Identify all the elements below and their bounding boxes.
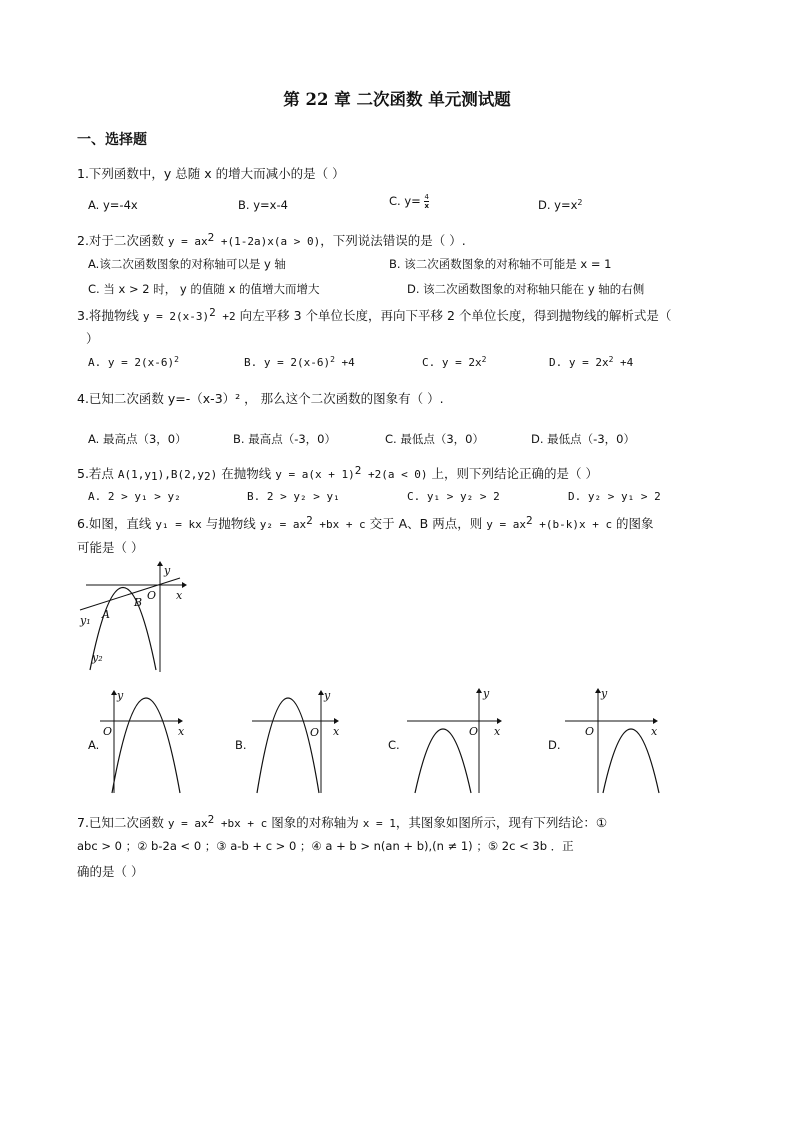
q1-option-b: B. y=x-4 xyxy=(238,198,288,212)
q5-stem-a: 5.若点 xyxy=(77,466,118,481)
q6-option-c-figure xyxy=(405,685,505,795)
c-y-label: y xyxy=(483,687,490,700)
q3-option-d-text: D. y = 2x xyxy=(549,356,609,369)
q6-stem xyxy=(77,514,654,532)
q5-formula2: y = a(x + 1) xyxy=(275,468,355,481)
q4-stem: 4.已知二次函数 y=-（x-3）² ， 那么这个二次函数的图象有（ ）. xyxy=(77,391,444,406)
q6-option-d-figure xyxy=(565,685,665,795)
c-x-label: x xyxy=(494,725,501,738)
b-x-label: x xyxy=(333,725,340,738)
q2-formula-sup: 2 xyxy=(207,231,215,244)
q5-formula-sup: 2 xyxy=(354,464,362,477)
section-heading: 一、选择题 xyxy=(77,132,147,148)
q3-option-b-sup: 2 xyxy=(330,355,335,364)
main-x-arrow xyxy=(182,582,187,588)
q1-option-c xyxy=(389,193,429,210)
q3-option-a-text: A. y = 2(x-6) xyxy=(88,356,175,369)
q6-formula4: y = ax xyxy=(486,518,526,531)
a-x-arrow xyxy=(178,718,183,724)
q3-option-d-sup: 2 xyxy=(608,355,614,364)
q1-option-d-sup: 2 xyxy=(577,198,583,207)
q4-option-d: D. 最低点（-3，0） xyxy=(531,432,635,446)
q1-option-d-text: D. y=x xyxy=(538,198,578,212)
q3-stem-close: ） xyxy=(86,331,99,346)
main-y-arrow xyxy=(157,561,163,566)
q2-formula2: +(1-2a)x(a > 0) xyxy=(214,235,321,248)
q5-stem xyxy=(77,464,598,482)
q6-formula5: +(b-k)x + c xyxy=(532,518,613,531)
q6-formula: y₁ = kx xyxy=(155,518,202,531)
q6-stem-a: 6.如图，直线 xyxy=(77,516,156,531)
main-point-b-label: B xyxy=(134,596,143,609)
q2-stem-a: 2.对于二次函数 xyxy=(77,233,168,248)
main-x-label: x xyxy=(176,589,183,602)
c-x-arrow xyxy=(497,718,502,724)
q5-option-d: D. y₂ > y₁ > 2 xyxy=(568,490,661,503)
q5-formula-c: ) xyxy=(210,468,218,481)
q2-stem-b: ，下列说法错误的是（ ）. xyxy=(320,233,466,248)
q5-formula-b: ),B(2,y xyxy=(157,468,205,481)
d-origin-label: O xyxy=(585,725,595,738)
q5-stem-mid: 在抛物线 xyxy=(217,466,276,481)
main-point-a-label: A xyxy=(102,608,110,621)
q5-option-c: C. y₁ > y₂ > 2 xyxy=(407,490,500,503)
q1-option-c-prefix: C. y= xyxy=(389,194,421,208)
q6-option-a-figure xyxy=(100,685,190,795)
q7-formula3: x = 1 xyxy=(362,817,396,830)
q2-option-b: B. 该二次函数图象的对称轴不可能是 x = 1 xyxy=(389,257,612,271)
q5-sub2: 2 xyxy=(204,470,211,483)
q3-formula2: +2 xyxy=(215,310,236,323)
q4-option-a: A. 最高点（3，0） xyxy=(88,432,187,446)
q3-option-a-sup: 2 xyxy=(174,355,179,364)
c-parabola xyxy=(415,729,471,793)
q7-formula-sup: 2 xyxy=(207,813,215,826)
q3-option-d-tail: +4 xyxy=(613,356,634,369)
q5-formula: A(1,y xyxy=(117,468,152,481)
q6-formula2: y₂ = ax xyxy=(259,518,307,531)
q3-option-b-text: B. y = 2(x-6) xyxy=(244,356,331,369)
q6-stem-b: 的图象 xyxy=(612,516,654,531)
q2-formula: y = ax xyxy=(167,235,208,248)
q7-stem-c: ，其图象如图所示，现有下列结论：① xyxy=(395,815,608,830)
d-x-label: x xyxy=(651,725,658,738)
q6-sup2: 2 xyxy=(525,514,533,527)
a-y-label: y xyxy=(117,689,124,702)
c-origin-label: O xyxy=(469,725,479,738)
q7-stem-a: 7.已知二次函数 xyxy=(77,815,168,830)
b-origin-label: O xyxy=(310,726,320,739)
q3-stem-b: 向左平移 3 个单位长度，再向下平移 2 个单位长度，得到抛物线的解析式是（ xyxy=(235,308,672,323)
q6-formula3: +bx + c xyxy=(312,518,366,531)
q6-stem-mid: 与抛物线 xyxy=(201,516,260,531)
q7-line3: 确的是（ ） xyxy=(77,864,144,879)
q3-stem-a: 3.将抛物线 xyxy=(77,308,143,323)
b-parabola xyxy=(257,698,319,793)
q6-option-c-label: C. xyxy=(388,738,400,752)
q3-option-a xyxy=(88,356,179,369)
q3-option-c xyxy=(422,356,486,369)
q6-option-d-label: D. xyxy=(548,738,561,752)
q1-frac-num: 4 xyxy=(424,193,429,201)
q3-option-c-sup: 2 xyxy=(481,355,487,364)
q7-formula2: +bx + c xyxy=(214,817,268,830)
q4-option-b: B. 最高点（-3，0） xyxy=(233,432,336,446)
d-parabola xyxy=(603,729,659,793)
q3-formula-sup: 2 xyxy=(209,306,216,319)
c-y-arrow xyxy=(476,688,482,693)
q2-option-c: C. 当 x > 2 时， y 的值随 x 的值增大而增大 xyxy=(88,282,320,296)
q2-option-a: A.该二次函数图象的对称轴可以是 y 轴 xyxy=(88,257,286,271)
q6-option-b-label: B. xyxy=(235,738,247,752)
q3-option-b-tail: +4 xyxy=(334,356,355,369)
page-title: 第 22 章 二次函数 单元测试题 xyxy=(283,90,511,109)
q1-option-c-fraction xyxy=(424,193,429,210)
a-parabola xyxy=(112,698,180,793)
a-x-label: x xyxy=(178,725,185,738)
q2-stem xyxy=(77,231,466,249)
q7-line2: abc > 0 ；② b-2a < 0 ；③ a-b + c > 0 ；④ a + b > n(an + b),(n ≠ 1) ；⑤ 2c < 3b ．正 xyxy=(77,839,574,853)
b-y-label: y xyxy=(324,689,331,702)
q5-option-a: A. 2 > y₁ > y₂ xyxy=(88,490,181,503)
b-x-arrow xyxy=(334,718,339,724)
q5-sub1: 1 xyxy=(151,470,158,483)
q6-stem-c: 可能是（ ） xyxy=(77,540,144,555)
d-x-arrow xyxy=(653,718,658,724)
q4-option-c: C. 最低点（3，0） xyxy=(385,432,484,446)
a-origin-label: O xyxy=(103,725,113,738)
q6-sup1: 2 xyxy=(306,514,313,527)
q3-formula: y = 2(x-3) xyxy=(142,310,210,323)
q3-option-d xyxy=(549,356,633,369)
main-origin-label: O xyxy=(147,589,157,602)
q6-option-a-label: A. xyxy=(88,738,100,752)
d-y-label: y xyxy=(601,687,608,700)
main-y2-label: y₂ xyxy=(92,651,103,664)
q3-option-c-text: C. y = 2x xyxy=(422,356,482,369)
q1-option-a: A. y=-4x xyxy=(88,198,138,212)
q1-stem: 1.下列函数中，y 总随 x 的增大而减小的是（ ） xyxy=(77,166,345,181)
q7-stem xyxy=(77,813,607,831)
q2-option-d: D. 该二次函数图象的对称轴只能在 y 轴的右侧 xyxy=(407,282,645,296)
main-y1-label: y₁ xyxy=(80,614,91,627)
q7-stem-b: 图象的对称轴为 xyxy=(267,815,363,830)
q6-stem-mid2: 交于 A、B 两点，则 xyxy=(365,516,487,531)
q6-option-b-figure xyxy=(250,685,345,795)
q5-option-b: B. 2 > y₂ > y₁ xyxy=(247,490,340,503)
q1-frac-den: x xyxy=(424,202,429,210)
main-line-y1 xyxy=(80,578,180,610)
q3-stem xyxy=(77,306,671,324)
main-y-label: y xyxy=(164,564,171,577)
q5-stem-b: 上，则下列结论正确的是（ ） xyxy=(427,466,599,481)
q3-option-b xyxy=(244,356,355,369)
q7-formula: y = ax xyxy=(167,817,208,830)
q1-option-d xyxy=(538,198,583,212)
q5-formula3: +2(a < 0) xyxy=(361,468,428,481)
q6-main-figure xyxy=(76,560,186,675)
